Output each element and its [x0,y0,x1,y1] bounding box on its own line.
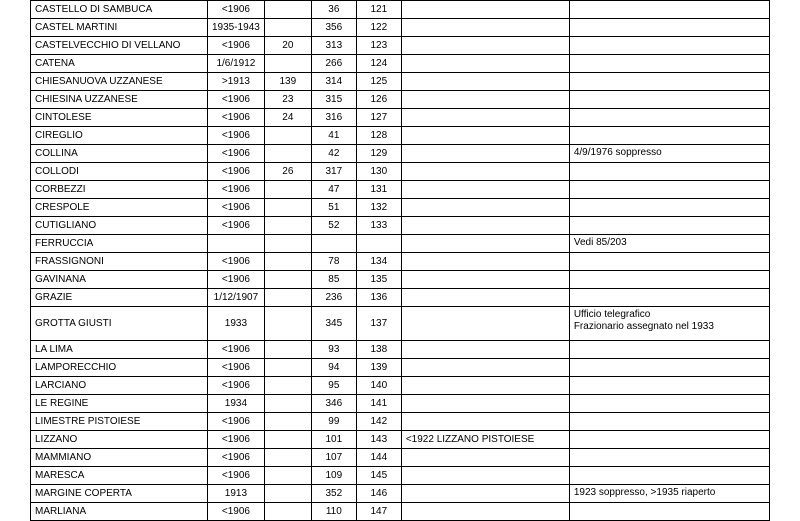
number-a-cell [264,1,311,19]
office-name-cell: MAMMIANO [31,449,208,467]
number-c-cell: 137 [356,307,401,341]
office-name-cell: CRESPOLE [31,199,208,217]
number-a-cell [264,271,311,289]
number-a-cell [264,55,311,73]
number-c-cell: 147 [356,503,401,521]
office-name-cell: CINTOLESE [31,109,208,127]
number-a-cell [264,181,311,199]
number-b-cell: 95 [311,377,356,395]
opening-date-cell: <1906 [208,253,265,271]
number-b-cell: 78 [311,253,356,271]
table-row [31,19,770,37]
table-row [31,395,770,413]
remarks-cell [569,1,769,19]
remarks-cell [569,163,769,181]
number-c-cell: 132 [356,199,401,217]
office-name-cell: LIZZANO [31,431,208,449]
note-cell [401,145,569,163]
number-c-cell: 139 [356,359,401,377]
office-name-cell: GROTTA GIUSTI [31,307,208,341]
office-name-cell: MARGINE COPERTA [31,485,208,503]
number-a-cell [264,199,311,217]
number-a-cell [264,217,311,235]
number-a-cell: 26 [264,163,311,181]
number-a-cell [264,449,311,467]
number-b-cell: 317 [311,163,356,181]
number-b-cell: 101 [311,431,356,449]
number-c-cell: 128 [356,127,401,145]
remarks-cell [569,199,769,217]
opening-date-cell: <1906 [208,431,265,449]
number-b-cell: 85 [311,271,356,289]
note-cell [401,449,569,467]
table-row [31,413,770,431]
number-a-cell: 139 [264,73,311,91]
note-cell [401,217,569,235]
number-b-cell: 51 [311,199,356,217]
office-name-cell: CHIESANUOVA UZZANESE [31,73,208,91]
office-name-cell: CORBEZZI [31,181,208,199]
table-row [31,163,770,181]
number-c-cell: 131 [356,181,401,199]
number-a-cell [264,145,311,163]
number-c-cell: 124 [356,55,401,73]
table-body [31,1,770,521]
opening-date-cell: <1906 [208,37,265,55]
office-name-cell: CUTIGLIANO [31,217,208,235]
remarks-cell [569,37,769,55]
remarks-cell [569,485,769,503]
number-c-cell: 138 [356,341,401,359]
number-a-cell [264,289,311,307]
remarks-cell [569,127,769,145]
remarks-cell [569,377,769,395]
number-b-cell: 356 [311,19,356,37]
table-row [31,55,770,73]
number-a-cell [264,341,311,359]
remarks-line: Ufficio telegrafico [573,309,651,320]
number-b-cell: 36 [311,1,356,19]
table-row [31,235,770,253]
note-cell [401,163,569,181]
office-name-cell: MARLIANA [31,503,208,521]
number-a-cell: 20 [264,37,311,55]
office-name-cell: LIMESTRE PISTOIESE [31,413,208,431]
note-cell [401,341,569,359]
number-b-cell: 99 [311,413,356,431]
office-name-cell: COLLODI [31,163,208,181]
opening-date-cell: <1906 [208,413,265,431]
number-a-cell [264,253,311,271]
table-row [31,73,770,91]
note-cell [401,271,569,289]
table-row [31,289,770,307]
number-c-cell: 127 [356,109,401,127]
table-row [31,37,770,55]
note-cell: <1922 LIZZANO PISTOIESE [401,431,569,449]
remarks-line: 4/9/1976 soppresso [573,147,662,158]
remarks-cell [569,55,769,73]
number-b-cell: 236 [311,289,356,307]
number-c-cell: 122 [356,19,401,37]
remarks-line: Vedi 85/203 [573,237,627,248]
note-cell [401,181,569,199]
number-b-cell: 266 [311,55,356,73]
table-row [31,431,770,449]
office-name-cell: CASTELVECCHIO DI VELLANO [31,37,208,55]
office-name-cell: CATENA [31,55,208,73]
number-b-cell: 42 [311,145,356,163]
note-cell [401,19,569,37]
number-a-cell [264,503,311,521]
number-c-cell: 144 [356,449,401,467]
opening-date-cell: <1906 [208,449,265,467]
number-c-cell: 121 [356,1,401,19]
office-name-cell: FRASSIGNONI [31,253,208,271]
note-cell [401,199,569,217]
opening-date-cell: 1/12/1907 [208,289,265,307]
note-cell [401,503,569,521]
remarks-cell [569,359,769,377]
number-a-cell [264,431,311,449]
remarks-cell [569,19,769,37]
number-a-cell [264,485,311,503]
table-row [31,1,770,19]
table-row [31,109,770,127]
number-b-cell: 94 [311,359,356,377]
number-a-cell [264,127,311,145]
table-row [31,145,770,163]
remarks-cell [569,235,769,253]
note-cell [401,55,569,73]
number-c-cell: 145 [356,467,401,485]
number-c-cell: 129 [356,145,401,163]
number-a-cell [264,377,311,395]
note-cell [401,485,569,503]
table-row [31,307,770,341]
office-name-cell: GAVINANA [31,271,208,289]
number-a-cell: 23 [264,91,311,109]
remarks-cell [569,503,769,521]
number-a-cell [264,395,311,413]
remarks-cell [569,145,769,163]
opening-date-cell: <1906 [208,91,265,109]
table-row [31,377,770,395]
number-b-cell: 41 [311,127,356,145]
number-a-cell [264,19,311,37]
note-cell [401,377,569,395]
number-b-cell: 47 [311,181,356,199]
number-b-cell: 316 [311,109,356,127]
number-c-cell: 142 [356,413,401,431]
number-b-cell: 107 [311,449,356,467]
remarks-cell [569,449,769,467]
number-c-cell: 126 [356,91,401,109]
table-row [31,341,770,359]
office-name-cell: CASTEL MARTINI [31,19,208,37]
remarks-cell [569,217,769,235]
number-c-cell: 130 [356,163,401,181]
opening-date-cell: <1906 [208,127,265,145]
remarks-cell [569,271,769,289]
opening-date-cell: <1906 [208,1,265,19]
remarks-cell [569,431,769,449]
opening-date-cell: <1906 [208,503,265,521]
remarks-cell [569,109,769,127]
opening-date-cell: <1906 [208,217,265,235]
remarks-cell [569,307,769,341]
opening-date-cell [208,235,265,253]
number-a-cell [264,413,311,431]
number-b-cell: 93 [311,341,356,359]
note-cell [401,73,569,91]
number-b-cell: 314 [311,73,356,91]
remarks-cell [569,341,769,359]
opening-date-cell: 1/6/1912 [208,55,265,73]
post-office-table [30,0,770,521]
number-c-cell: 133 [356,217,401,235]
number-b-cell [311,235,356,253]
note-cell [401,235,569,253]
remarks-cell [569,91,769,109]
number-a-cell: 24 [264,109,311,127]
number-b-cell: 345 [311,307,356,341]
opening-date-cell: 1934 [208,395,265,413]
office-name-cell: LA LIMA [31,341,208,359]
number-c-cell: 143 [356,431,401,449]
opening-date-cell: <1906 [208,271,265,289]
post-office-table-sheet [30,0,770,521]
office-name-cell: FERRUCCIA [31,235,208,253]
table-row [31,199,770,217]
number-b-cell: 52 [311,217,356,235]
note-cell [401,253,569,271]
note-cell [401,109,569,127]
office-name-cell: GRAZIE [31,289,208,307]
table-row [31,217,770,235]
note-cell [401,289,569,307]
remarks-cell [569,395,769,413]
remarks-cell [569,289,769,307]
number-b-cell: 352 [311,485,356,503]
opening-date-cell: <1906 [208,145,265,163]
table-row [31,359,770,377]
remarks-line: 1923 soppresso, >1935 riaperto [573,487,716,498]
note-cell [401,127,569,145]
number-a-cell [264,307,311,341]
number-c-cell: 134 [356,253,401,271]
table-row [31,127,770,145]
number-b-cell: 346 [311,395,356,413]
office-name-cell: CIREGLIO [31,127,208,145]
number-c-cell: 136 [356,289,401,307]
number-c-cell: 135 [356,271,401,289]
office-name-cell: MARESCA [31,467,208,485]
opening-date-cell: <1906 [208,163,265,181]
note-cell [401,359,569,377]
opening-date-cell: <1906 [208,377,265,395]
number-c-cell [356,235,401,253]
remarks-cell [569,73,769,91]
number-c-cell: 140 [356,377,401,395]
opening-date-cell: <1906 [208,199,265,217]
opening-date-cell: 1935-1943 [208,19,265,37]
table-row [31,503,770,521]
table-row [31,449,770,467]
opening-date-cell: <1906 [208,359,265,377]
opening-date-cell: >1913 [208,73,265,91]
office-name-cell: LARCIANO [31,377,208,395]
office-name-cell: LAMPORECCHIO [31,359,208,377]
office-name-cell: CASTELLO DI SAMBUCA [31,1,208,19]
note-cell [401,413,569,431]
note-cell [401,1,569,19]
number-b-cell: 110 [311,503,356,521]
table-row [31,253,770,271]
opening-date-cell: <1906 [208,181,265,199]
remarks-cell [569,253,769,271]
number-a-cell [264,235,311,253]
note-cell [401,91,569,109]
remarks-cell [569,181,769,199]
number-c-cell: 146 [356,485,401,503]
table-row [31,271,770,289]
number-b-cell: 313 [311,37,356,55]
number-b-cell: 109 [311,467,356,485]
number-c-cell: 123 [356,37,401,55]
table-row [31,181,770,199]
table-row [31,91,770,109]
note-cell [401,37,569,55]
office-name-cell: LE REGINE [31,395,208,413]
opening-date-cell: 1933 [208,307,265,341]
opening-date-cell: 1913 [208,485,265,503]
office-name-cell: CHIESINA UZZANESE [31,91,208,109]
opening-date-cell: <1906 [208,341,265,359]
number-a-cell [264,359,311,377]
note-cell [401,307,569,341]
opening-date-cell: <1906 [208,467,265,485]
number-b-cell: 315 [311,91,356,109]
number-c-cell: 141 [356,395,401,413]
note-cell [401,395,569,413]
opening-date-cell: <1906 [208,109,265,127]
table-row [31,485,770,503]
number-c-cell: 125 [356,73,401,91]
office-name-cell: COLLINA [31,145,208,163]
remarks-cell [569,413,769,431]
remarks-line: Frazionario assegnato nel 1933 [573,321,714,332]
